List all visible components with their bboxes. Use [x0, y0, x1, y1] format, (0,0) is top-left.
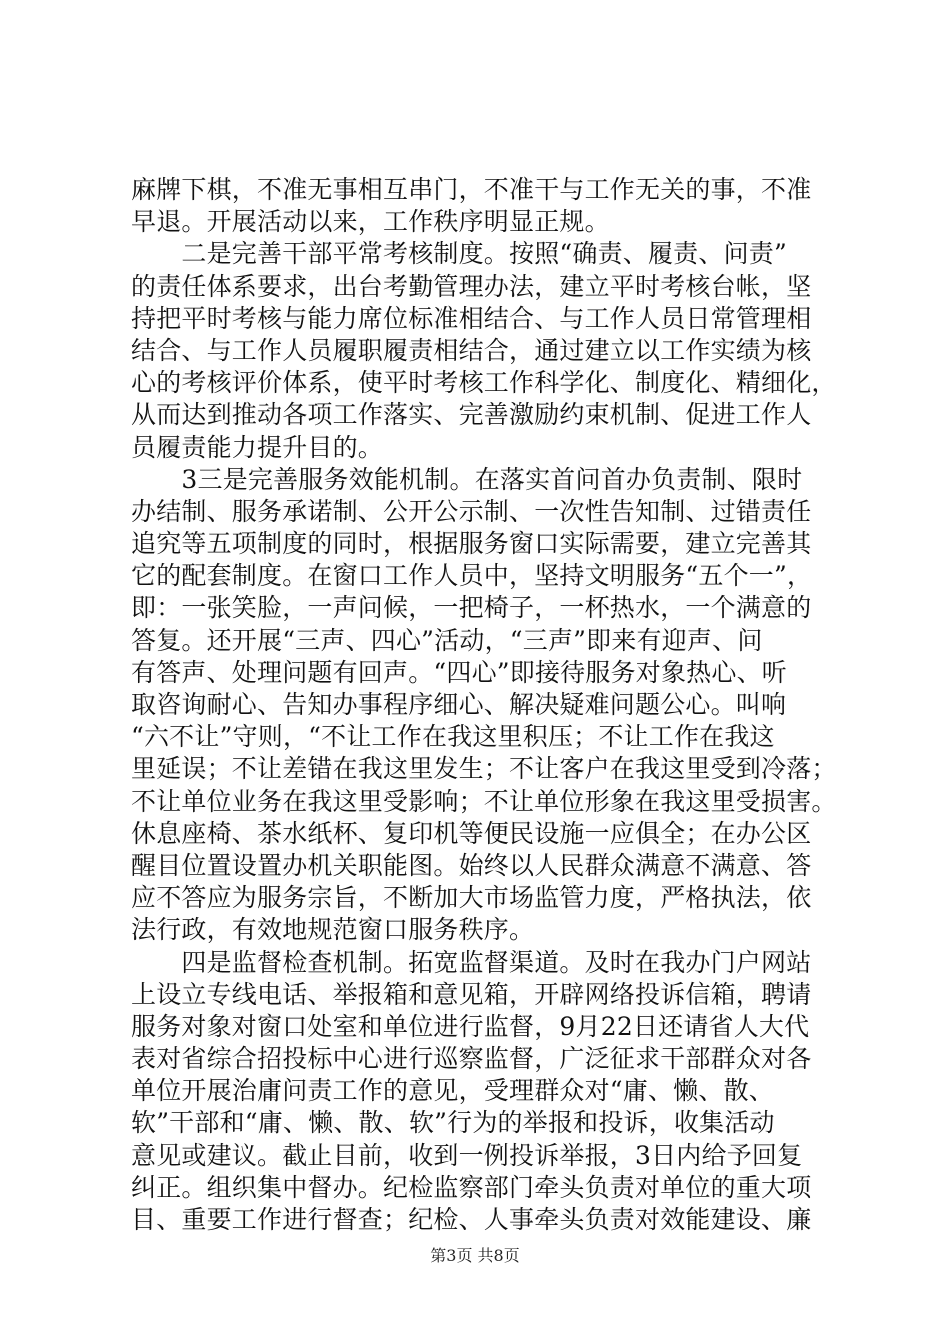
text-line: 应不答应为服务宗旨，不断加大市场监管力度，严格执法，依	[131, 883, 812, 913]
text-line: 里延误；不让差错在我这里发生；不让客户在我这里受到冷落；	[131, 754, 837, 784]
text-line: 结合、与工作人员履职履责相结合，通过建立以工作实绩为核	[131, 335, 812, 365]
text-line: 有答声、处理问题有回声。“四心”即接待服务对象热心、听	[131, 657, 787, 687]
text-line: 不让单位业务在我这里受影响；不让单位形象在我这里受损害。	[131, 786, 837, 816]
text-line: 取咨询耐心、告知办事程序细心、解决疑难问题公心。叫响	[131, 690, 787, 719]
text-line: 醒目位置设置办机关职能图。始终以人民群众满意不满意、答	[131, 850, 812, 880]
text-line: 麻牌下棋，不准无事相互串门，不准干与工作无关的事，不准	[131, 175, 812, 204]
text-line: 法行政，有效地规范窗口服务秩序。	[131, 915, 535, 945]
text-line: 纠正。组织集中督办。纪检监察部门牵头负责对单位的重大项	[131, 1172, 812, 1202]
text-line: 即：一张笑脸，一声问候，一把椅子，一杯热水，一个满意的	[131, 593, 812, 623]
text-line: 休息座椅、茶水纸杯、复印机等便民设施一应俱全；在办公区	[131, 818, 812, 848]
text-line: 它的配套制度。在窗口工作人员中，坚持文明服务“五个一”，	[131, 561, 813, 591]
text-line: 意见或建议。截止目前，收到一例投诉举报，3日内给予回复	[131, 1140, 803, 1170]
text-line: 3三是完善服务效能机制。在落实首问首办负责制、限时	[131, 464, 803, 494]
text-line: 办结制、服务承诺制、公开公示制、一次性告知制、过错责任	[131, 496, 812, 526]
text-line: 目、重要工作进行督查；纪检、人事牵头负责对效能建设、廉	[131, 1205, 812, 1234]
text-line: 二是完善干部平常考核制度。按照“确责、履责、问责”	[131, 239, 787, 269]
text-line: 早退。开展活动以来，工作秩序明显正规。	[131, 207, 610, 237]
text-line: 四是监督检查机制。拓宽监督渠道。及时在我办门户网站	[131, 947, 812, 977]
page-footer: 第3页 共8页	[430, 1246, 520, 1265]
text-line: “六不让”守则，“不让工作在我这里积压；不让工作在我这	[131, 722, 775, 752]
text-line: 服务对象对窗口处室和单位进行监督，9月22日还请省人大代	[131, 1011, 810, 1041]
text-line: 心的考核评价体系，使平时考核工作科学化、制度化、精细化，	[131, 368, 837, 398]
text-line: 答复。还开展“三声、四心”活动，“三声”即来有迎声、问	[131, 625, 763, 655]
text-line: 持把平时考核与能力席位标准相结合、与工作人员日常管理相	[131, 303, 812, 333]
body-text	[131, 174, 837, 1236]
text-line: 上设立专线电话、举报箱和意见箱，开辟网络投诉信箱，聘请	[131, 979, 812, 1009]
text-line: 的责任体系要求，出台考勤管理办法，建立平时考核台帐，坚	[131, 271, 812, 301]
text-line: 从而达到推动各项工作落实、完善激励约束机制、促进工作人	[131, 400, 812, 430]
text-line: 追究等五项制度的同时，根据服务窗口实际需要，建立完善其	[131, 529, 812, 559]
text-line: 表对省综合招投标中心进行巡察监督，广泛征求干部群众对各	[131, 1044, 812, 1074]
text-line: 软”干部和“庸、懒、散、软”行为的举报和投诉，收集活动	[131, 1108, 775, 1138]
text-line: 单位开展治庸问责工作的意见，受理群众对“庸、懒、散、	[131, 1076, 774, 1106]
text-line: 员履责能力提升目的。	[131, 432, 384, 462]
